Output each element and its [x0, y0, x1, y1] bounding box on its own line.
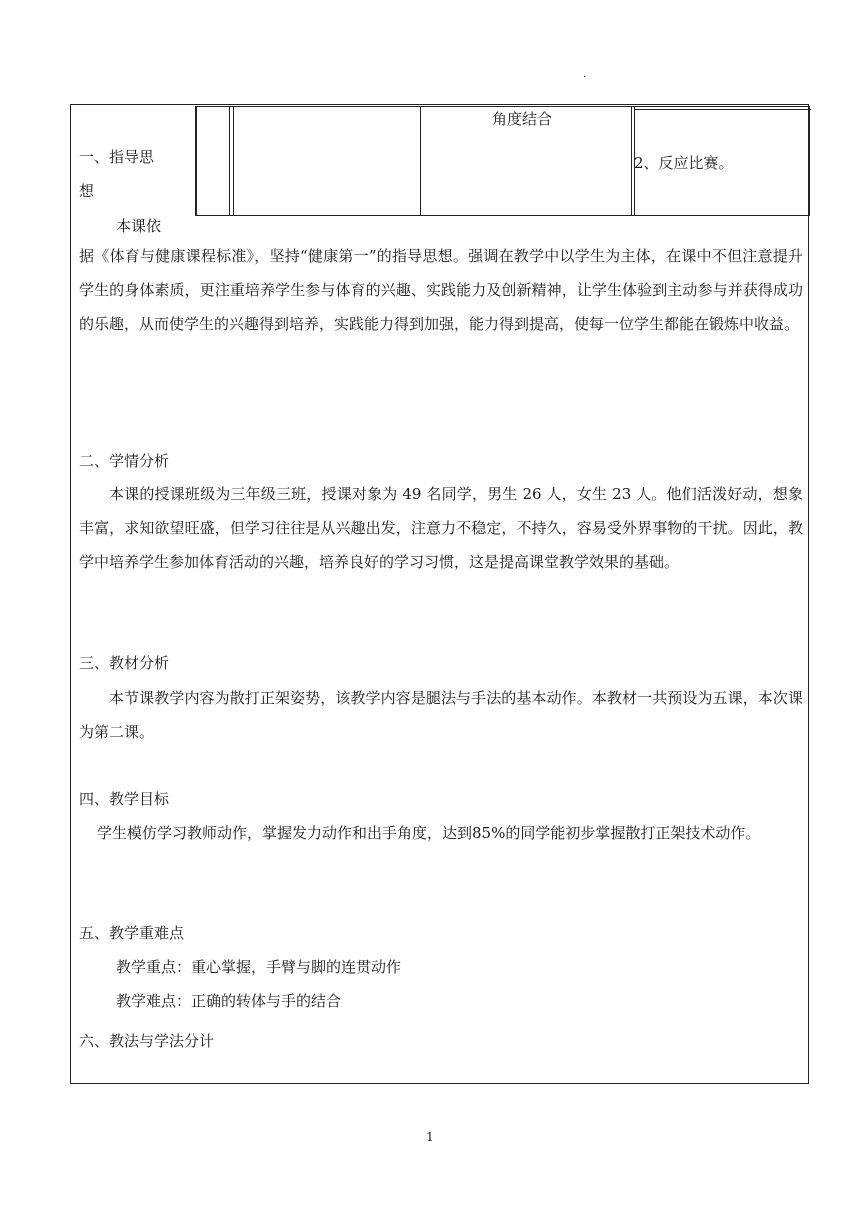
page-number: 1	[426, 1130, 434, 1144]
section-5-key-point: 教学重点：重心掌握，手臂与脚的连贯动作	[116, 958, 402, 976]
section-3-body: 本节课教学内容为散打正架姿势，该教学内容是腿法与手法的基本动作。本教材一共预设为五课，本次课为第二课。	[79, 689, 803, 741]
section-1-body: 据《体育与健康课程标准》，坚持“健康第一”的指导思想。强调在教学中以学生为主体，在课中不但注意提升学生的身体素质，更注重培养学生参与体育的兴趣、实践能力及创新精神，让学生体验到主动参与并获得成功的乐趣，从而使学生的兴趣得到培养，实践能力得到加强，能力得到提高，使每一位学生都能在锻炼中收益。	[79, 247, 803, 333]
table-cell-reaction: 2、反应比赛。	[634, 154, 734, 172]
section-4-body: 学生模仿学习教师动作，掌握发力动作和出手角度，达到85%的同学能初步掌握散打正架技术动作。	[97, 824, 761, 842]
section-5-difficult-point: 教学难点：正确的转体与手的结合	[116, 992, 342, 1010]
header-mark: .	[583, 69, 587, 80]
lesson-plan-frame	[70, 104, 809, 1084]
section-1-lead: 本课依	[116, 217, 162, 235]
section-5-title: 五、教学重难点	[79, 924, 185, 942]
carryover-table-row	[195, 106, 810, 216]
section-1-title-b: 想	[79, 182, 95, 200]
section-3-title: 三、教材分析	[79, 654, 170, 672]
section-2-body: 本课的授课班级为三年级三班，授课对象为 49 名同学，男生 26 人，女生 23 人。他们活泼好动，想象丰富，求知欲望旺盛，但学习往往是从兴趣出发，注意力不稳定，不持久，容易受外界事物的干扰。因此，教学中培养学生参加体育活动的兴趣，培养良好的学习习惯，这是提高课堂教学效果的基础。	[79, 485, 803, 571]
table-cell-angle: 角度结合	[492, 110, 553, 128]
section-6-title: 六、教法与学法分计	[79, 1032, 215, 1050]
section-2-title: 二、学情分析	[79, 452, 170, 470]
section-4-title: 四、教学目标	[79, 790, 170, 808]
section-1-title-a: 一、指导思	[79, 148, 155, 166]
